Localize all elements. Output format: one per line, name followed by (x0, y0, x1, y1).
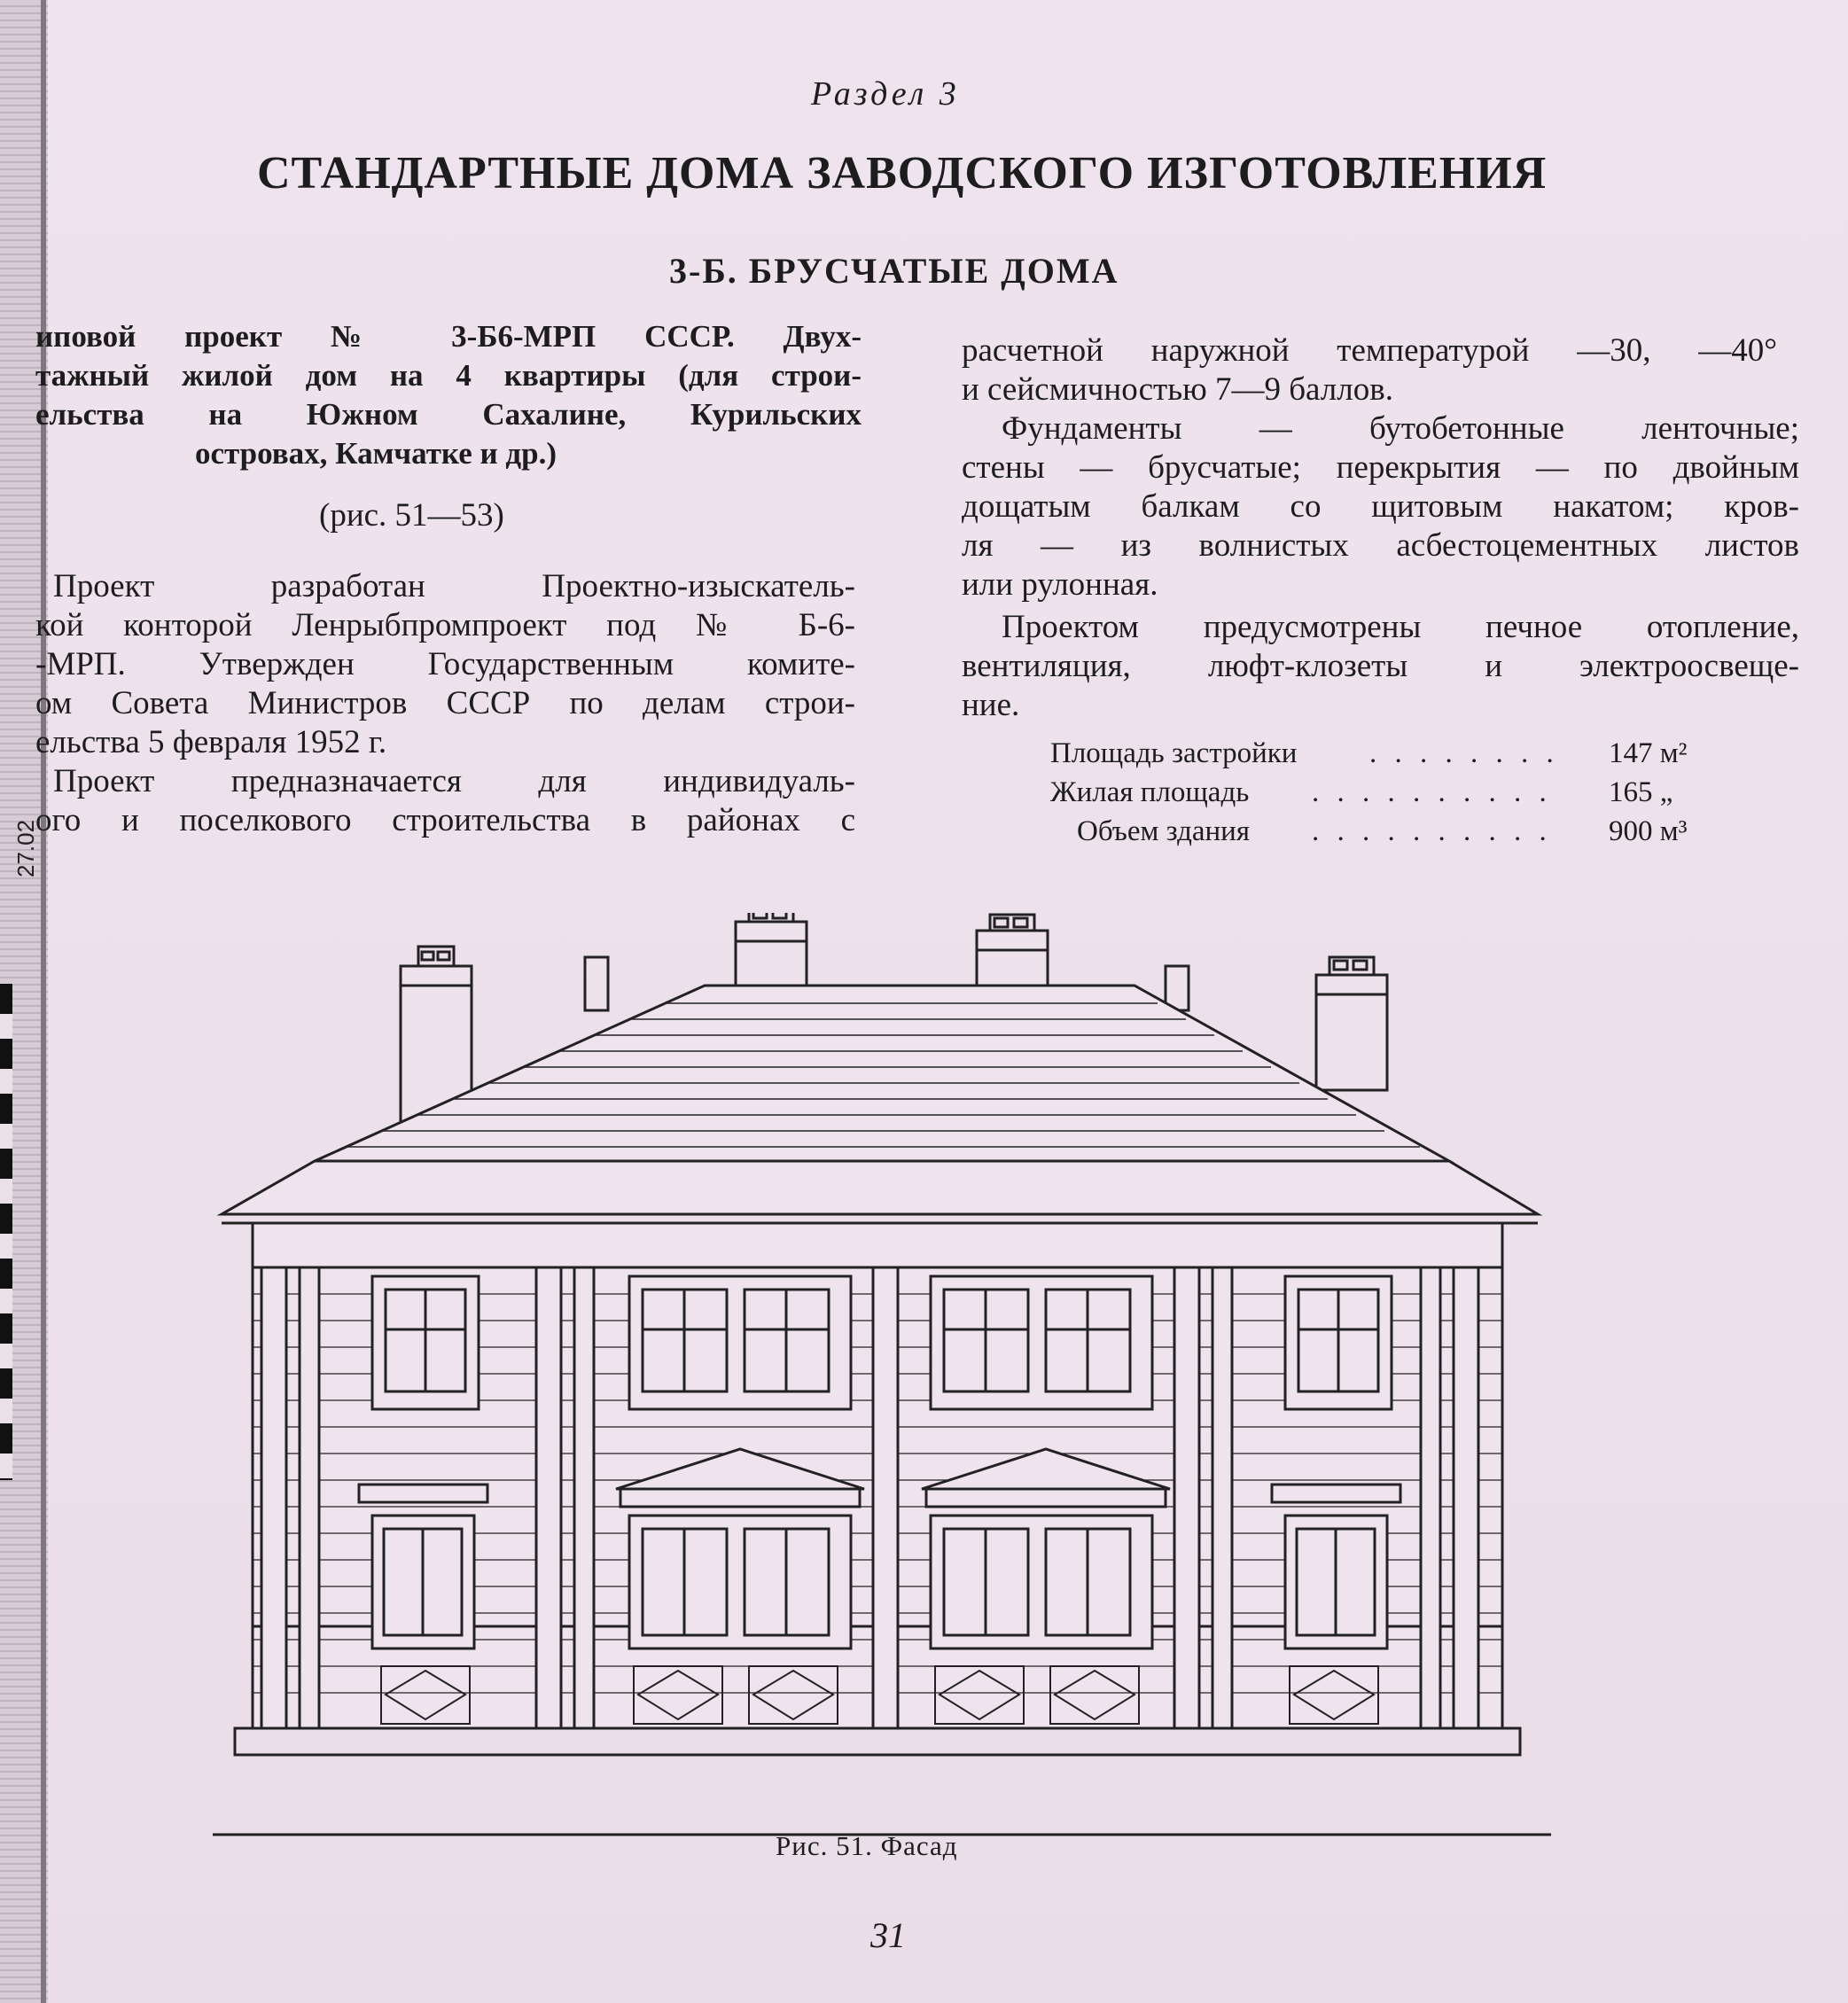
facade-drawing (213, 913, 1560, 1843)
right-text-line-6: ля — из волнистых асбестоцементных листов (962, 527, 1799, 564)
measurement-ruler (0, 984, 12, 1480)
spec-label-living-area: Жилая площадь (1050, 776, 1250, 808)
figure-reference: (рис. 51—53) (319, 497, 504, 534)
spec-dots: . . . . . . . . (1369, 737, 1559, 769)
spec-dots: . . . . . . . . . . (1312, 776, 1552, 808)
project-heading-line-1: иповой проект № 3-Б6-МРП СССР. Двух- (35, 319, 862, 354)
right-text-line-3: Фундаменты — бутобетонные ленточные; (1002, 410, 1799, 447)
left-text-line-1: Проект разработан Проектно-изыскатель- (53, 568, 855, 604)
spec-label-building-area: Площадь застройки (1050, 737, 1298, 769)
right-text-line-4: стены — брусчатые; перекрытия — по двойным (962, 449, 1799, 486)
ruler-label: 27.02 (12, 819, 39, 877)
subsection-title: 3-Б. БРУСЧАТЫЕ ДОМА (669, 251, 1119, 291)
spec-label-building-volume: Объем здания (1077, 815, 1251, 847)
page-number: 31 (870, 1915, 906, 1955)
right-text-line-5: дощатым балкам со щитовым накатом; кров- (962, 488, 1799, 525)
project-heading-line-4: островах, Камчатке и др.) (195, 436, 558, 471)
right-text-line-1: расчетной наружной температурой —30, —40° (962, 332, 1777, 369)
spec-value-building-volume: 900 м³ (1609, 815, 1688, 847)
right-text-line-9: вентиляция, люфт-клозеты и электроосвеще- (962, 648, 1799, 684)
spec-dots: . . . . . . . . . . (1312, 815, 1552, 847)
left-text-line-4: ом Совета Министров СССР по делам строи- (35, 685, 855, 721)
spine-edge (41, 0, 46, 2003)
left-text-line-6: Проект предназначается для индивидуаль- (53, 763, 855, 799)
left-text-line-2: кой конторой Ленрыбпромпроект под № Б-6- (35, 607, 855, 643)
left-text-line-7: ого и поселкового строительства в районах с (35, 802, 855, 838)
figure-caption: Рис. 51. Фасад (776, 1830, 958, 1861)
right-text-line-8: Проектом предусмотрены печное отопление, (1002, 609, 1799, 645)
right-text-line-2: и сейсмичностью 7—9 баллов. (962, 371, 1393, 408)
spec-value-living-area: 165 „ (1609, 776, 1673, 808)
right-text-line-7: или рулонная. (962, 566, 1158, 603)
project-heading-line-2: тажный жилой дом на 4 квартиры (для строи- (35, 358, 862, 393)
project-heading-line-3: ельства на Южном Сахалине, Курильских (35, 397, 862, 432)
spec-value-building-area: 147 м² (1609, 737, 1688, 769)
section-label: Раздел 3 (811, 75, 960, 113)
right-text-line-10: ние. (962, 687, 1020, 723)
left-text-line-5: ельства 5 февраля 1952 г. (35, 724, 387, 760)
page-title: СТАНДАРТНЫЕ ДОМА ЗАВОДСКОГО ИЗГОТОВЛЕНИЯ (257, 148, 1548, 199)
left-text-line-3: -МРП. Утвержден Государственным комите- (35, 646, 855, 682)
